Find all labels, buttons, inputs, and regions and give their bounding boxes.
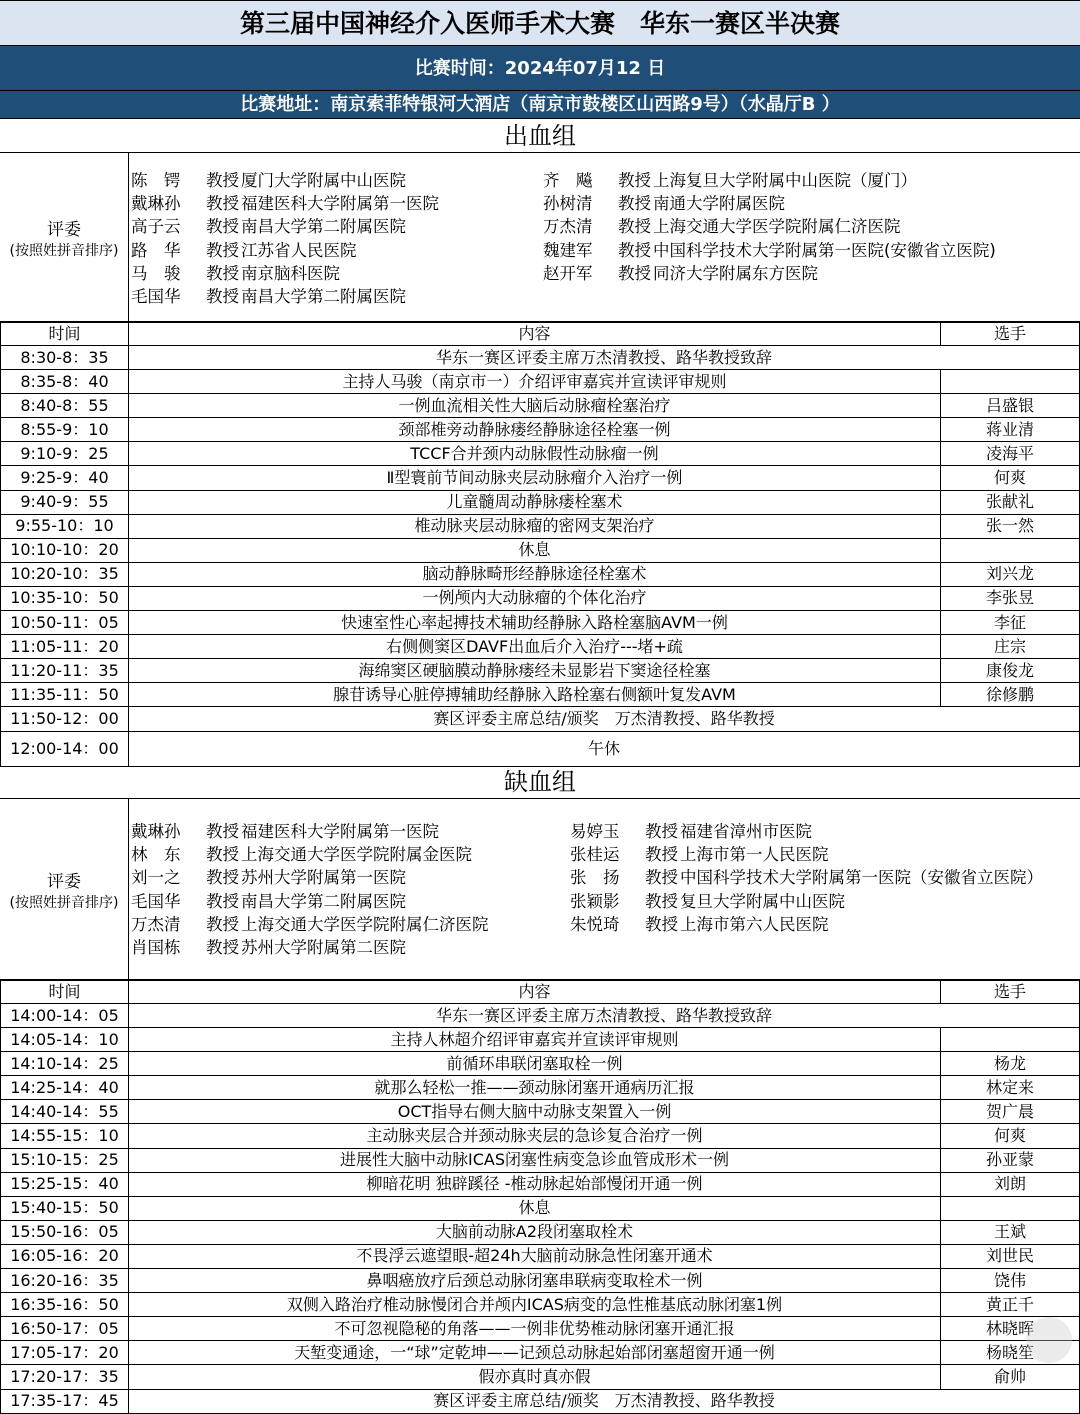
judge-entry bbox=[131, 285, 439, 308]
content-cell: 休息 bbox=[129, 1196, 941, 1220]
table-row bbox=[1, 1389, 1080, 1413]
watermark-icon bbox=[1026, 1317, 1072, 1363]
judge-name: 齐 飚 bbox=[543, 171, 593, 190]
ischemia-judges bbox=[0, 799, 1080, 980]
content-cell: TCCF合并颈内动脉假性动脉瘤一例 bbox=[129, 442, 941, 466]
judge-name: 林 东 bbox=[131, 845, 181, 865]
player-cell: 杨龙 bbox=[941, 1052, 1080, 1076]
judge-hospital: 南昌大学第二附属医院 bbox=[241, 286, 406, 306]
time-cell: 8:30-8：35 bbox=[1, 346, 129, 370]
table-row bbox=[1, 635, 1080, 659]
table-row bbox=[1, 442, 1080, 466]
judge-name: 毛国华 bbox=[131, 891, 181, 911]
hemorrhage-schedule-table bbox=[0, 322, 1080, 767]
table-row bbox=[1, 1196, 1080, 1220]
table-row bbox=[1, 586, 1080, 610]
judge-name: 朱悦琦 bbox=[570, 914, 620, 934]
judge-hospital: 中国科学技术大学附属第一医院（安徽省立医院） bbox=[680, 868, 1043, 888]
judge-hospital: 南京脑科医院 bbox=[241, 263, 340, 283]
time-cell: 14:10-14：25 bbox=[1, 1052, 129, 1076]
time-cell: 9:10-9：25 bbox=[1, 442, 129, 466]
judge-title: 教授 bbox=[645, 822, 678, 841]
time-cell: 16:20-16：35 bbox=[1, 1269, 129, 1293]
table-row bbox=[1, 1076, 1080, 1100]
table-row bbox=[1, 346, 1080, 370]
table-row bbox=[1, 538, 1080, 562]
judge-title: 教授 bbox=[645, 845, 678, 865]
judge-entry bbox=[570, 890, 1043, 913]
judge-entry bbox=[131, 262, 439, 285]
judge-hospital: 南通大学附属医院 bbox=[653, 194, 785, 214]
player-cell: 李征 bbox=[941, 611, 1080, 635]
judge-entry bbox=[131, 215, 439, 238]
player-cell: 孙亚蒙 bbox=[941, 1148, 1080, 1172]
table-row bbox=[1, 683, 1080, 707]
content-cell: 天堑变通途，一“球”定乾坤——记颈总动脉起始部闭塞超窗开通一例 bbox=[129, 1341, 941, 1365]
ischemia-group-title: 缺血组 bbox=[0, 765, 1080, 799]
player-cell: 张一然 bbox=[941, 514, 1080, 538]
judge-title: 教授 bbox=[206, 937, 239, 957]
judge-name: 赵开军 bbox=[543, 263, 593, 283]
table-row bbox=[1, 418, 1080, 442]
time-cell: 8:40-8：55 bbox=[1, 394, 129, 418]
time-cell: 8:35-8：40 bbox=[1, 370, 129, 394]
judge-entry bbox=[131, 169, 439, 192]
time-cell: 14:55-15：10 bbox=[1, 1124, 129, 1148]
judge-name: 万杰清 bbox=[131, 914, 181, 934]
player-cell bbox=[941, 538, 1080, 562]
column-header-player: 选手 bbox=[941, 981, 1080, 1004]
player-cell: 杨晓笙 bbox=[941, 1341, 1080, 1365]
column-header-player: 选手 bbox=[941, 323, 1080, 346]
content-cell: 不畏浮云遮望眼-超24h大脑前动脉急性闭塞开通术 bbox=[129, 1244, 941, 1268]
time-cell: 14:00-14：05 bbox=[1, 1004, 129, 1028]
table-row bbox=[1, 1028, 1080, 1052]
judge-entry bbox=[570, 913, 1043, 936]
content-cell: 华东一赛区评委主席万杰清教授、路华教授致辞 bbox=[129, 1004, 1080, 1028]
judge-entry bbox=[570, 866, 1043, 889]
table-row bbox=[1, 466, 1080, 490]
judge-title: 教授 bbox=[206, 845, 239, 865]
time-cell: 14:25-14：40 bbox=[1, 1076, 129, 1100]
judge-title: 教授 bbox=[645, 891, 678, 911]
table-row bbox=[1, 394, 1080, 418]
judge-column-left bbox=[131, 169, 439, 308]
player-cell: 刘兴龙 bbox=[941, 562, 1080, 586]
time-cell: 9:25-9：40 bbox=[1, 466, 129, 490]
judge-title: 教授 bbox=[206, 217, 239, 237]
judge-name: 肖国栋 bbox=[131, 937, 181, 957]
player-cell: 黄正千 bbox=[941, 1293, 1080, 1317]
content-cell: 柳暗花明 独辟蹊径 -椎动脉起始部慢闭开通一例 bbox=[129, 1172, 941, 1196]
judge-label-note: (按照姓拼音排序) bbox=[9, 242, 119, 259]
judge-label bbox=[0, 153, 129, 321]
content-cell: 主动脉夹层合并颈动脉夹层的急诊复合治疗一例 bbox=[129, 1124, 941, 1148]
content-cell: 颈部椎旁动静脉瘘经静脉途径栓塞一例 bbox=[129, 418, 941, 442]
judge-name: 毛国华 bbox=[131, 286, 181, 306]
judge-entry bbox=[543, 239, 996, 262]
hemorrhage-judges bbox=[0, 153, 1080, 322]
judge-hospital: 苏州大学附属第一医院 bbox=[241, 868, 406, 888]
content-cell: 午休 bbox=[129, 731, 1080, 766]
judge-title: 教授 bbox=[618, 171, 651, 190]
judge-name: 万杰清 bbox=[543, 217, 593, 237]
time-cell: 16:05-16：20 bbox=[1, 1244, 129, 1268]
player-cell bbox=[941, 1196, 1080, 1220]
judge-hospital: 上海市第六人民医院 bbox=[680, 914, 829, 934]
time-cell: 17:35-17：45 bbox=[1, 1389, 129, 1413]
table-row bbox=[1, 1317, 1080, 1341]
judge-title: 教授 bbox=[618, 263, 651, 283]
player-cell bbox=[941, 370, 1080, 394]
table-header-row bbox=[1, 323, 1080, 346]
judge-entry bbox=[131, 820, 489, 843]
column-header-time: 时间 bbox=[1, 981, 129, 1004]
judge-hospital: 苏州大学附属第二医院 bbox=[241, 937, 406, 957]
content-cell: 椎动脉夹层动脉瘤的密网支架治疗 bbox=[129, 514, 941, 538]
page-title: 第三届中国神经介入医师手术大赛 华东一赛区半决赛 bbox=[0, 0, 1080, 46]
judge-hospital: 南昌大学第二附属医院 bbox=[241, 891, 406, 911]
content-cell: 主持人马骏（南京市一）介绍评审嘉宾并宣读评审规则 bbox=[129, 370, 941, 394]
judge-title: 教授 bbox=[206, 240, 239, 260]
player-cell: 张献礼 bbox=[941, 490, 1080, 514]
content-cell: 假亦真时真亦假 bbox=[129, 1365, 941, 1389]
judge-column-right bbox=[570, 820, 1043, 936]
content-cell: 右侧侧窦区DAVF出血后介入治疗---堵+疏 bbox=[129, 635, 941, 659]
player-cell: 俞帅 bbox=[941, 1365, 1080, 1389]
time-cell: 11:35-11：50 bbox=[1, 683, 129, 707]
judge-entry bbox=[131, 843, 489, 866]
judge-hospital: 复旦大学附属中山医院 bbox=[680, 891, 845, 911]
time-cell: 11:05-11：20 bbox=[1, 635, 129, 659]
content-cell: 赛区评委主席总结/颁奖 万杰清教授、路华教授 bbox=[129, 707, 1080, 731]
time-cell: 15:10-15：25 bbox=[1, 1148, 129, 1172]
table-row bbox=[1, 1341, 1080, 1365]
judge-column-right bbox=[543, 169, 996, 285]
judge-title: 教授 bbox=[618, 240, 651, 260]
judge-title: 教授 bbox=[206, 914, 239, 934]
judge-name: 易婷玉 bbox=[570, 822, 620, 841]
player-cell: 李张昱 bbox=[941, 586, 1080, 610]
judge-name: 魏建军 bbox=[543, 240, 593, 260]
judge-name: 戴琳孙 bbox=[131, 194, 181, 214]
time-cell: 15:50-16：05 bbox=[1, 1220, 129, 1244]
judge-entry bbox=[131, 936, 489, 959]
judge-hospital: 中国科学技术大学附属第一医院(安徽省立医院) bbox=[653, 240, 996, 260]
judge-title: 教授 bbox=[206, 263, 239, 283]
table-row bbox=[1, 707, 1080, 731]
competition-address: 比赛地址：南京索菲特银河大酒店（南京市鼓楼区山西路9号）（水晶厅B ） bbox=[0, 91, 1080, 119]
time-cell: 16:35-16：50 bbox=[1, 1293, 129, 1317]
judge-title: 教授 bbox=[206, 891, 239, 911]
table-row bbox=[1, 370, 1080, 394]
player-cell: 刘朗 bbox=[941, 1172, 1080, 1196]
judge-title: 教授 bbox=[206, 822, 239, 841]
judge-entry bbox=[543, 192, 996, 215]
time-cell: 11:50-12：00 bbox=[1, 707, 129, 731]
player-cell: 何爽 bbox=[941, 466, 1080, 490]
time-cell: 14:05-14：10 bbox=[1, 1028, 129, 1052]
judge-name: 张桂运 bbox=[570, 845, 620, 865]
player-cell: 饶伟 bbox=[941, 1269, 1080, 1293]
content-cell: 儿童髓周动静脉瘘栓塞术 bbox=[129, 490, 941, 514]
time-cell: 10:50-11：05 bbox=[1, 611, 129, 635]
column-header-time: 时间 bbox=[1, 323, 129, 346]
table-row bbox=[1, 1148, 1080, 1172]
player-cell bbox=[941, 1028, 1080, 1052]
player-cell: 贺广晨 bbox=[941, 1100, 1080, 1124]
table-row bbox=[1, 1124, 1080, 1148]
ischemia-schedule-table bbox=[0, 980, 1080, 1414]
judge-name: 张 扬 bbox=[570, 868, 620, 888]
time-cell: 11:20-11：35 bbox=[1, 659, 129, 683]
judge-label bbox=[0, 799, 129, 979]
time-cell: 15:40-15：50 bbox=[1, 1196, 129, 1220]
judge-name: 高子云 bbox=[131, 217, 181, 237]
table-row bbox=[1, 1365, 1080, 1389]
content-cell: 休息 bbox=[129, 538, 941, 562]
player-cell: 蒋业清 bbox=[941, 418, 1080, 442]
judge-hospital: 厦门大学附属中山医院 bbox=[241, 171, 406, 190]
judge-name: 陈 锷 bbox=[131, 171, 181, 190]
time-cell: 17:20-17：35 bbox=[1, 1365, 129, 1389]
judge-entry bbox=[543, 262, 996, 285]
judge-name: 马 骏 bbox=[131, 263, 181, 283]
judge-title: 教授 bbox=[206, 194, 239, 214]
table-row bbox=[1, 1220, 1080, 1244]
judge-column-left bbox=[131, 820, 489, 959]
player-cell: 凌海平 bbox=[941, 442, 1080, 466]
time-cell: 10:10-10：20 bbox=[1, 538, 129, 562]
judge-hospital: 上海交通大学医学院附属仁济医院 bbox=[241, 914, 489, 934]
player-cell: 刘世民 bbox=[941, 1244, 1080, 1268]
hemorrhage-group-title: 出血组 bbox=[0, 119, 1080, 153]
judge-entry bbox=[570, 843, 1043, 866]
judge-name: 戴琳孙 bbox=[131, 822, 181, 841]
judge-entry bbox=[131, 239, 439, 262]
table-row bbox=[1, 1052, 1080, 1076]
table-row bbox=[1, 1293, 1080, 1317]
judge-label-title: 评委 bbox=[47, 219, 81, 240]
judge-title: 教授 bbox=[206, 286, 239, 306]
player-cell: 何爽 bbox=[941, 1124, 1080, 1148]
table-row bbox=[1, 1172, 1080, 1196]
judge-name: 刘一之 bbox=[131, 868, 181, 888]
time-cell: 9:40-9：55 bbox=[1, 490, 129, 514]
judge-label-note: (按照姓拼音排序) bbox=[9, 894, 119, 911]
content-cell: 鼻咽癌放疗后颈总动脉闭塞串联病变取栓术一例 bbox=[129, 1269, 941, 1293]
table-row bbox=[1, 1004, 1080, 1028]
column-header-content: 内容 bbox=[129, 981, 941, 1004]
time-cell: 14:40-14：55 bbox=[1, 1100, 129, 1124]
time-cell: 8:55-9：10 bbox=[1, 418, 129, 442]
judge-hospital: 上海复旦大学附属中山医院（厦门） bbox=[653, 171, 917, 190]
judge-title: 教授 bbox=[618, 194, 651, 214]
content-cell: 华东一赛区评委主席万杰清教授、路华教授致辞 bbox=[129, 346, 1080, 370]
table-row bbox=[1, 562, 1080, 586]
player-cell: 王斌 bbox=[941, 1220, 1080, 1244]
content-cell: 大脑前动脉A2段闭塞取栓术 bbox=[129, 1220, 941, 1244]
content-cell: 赛区评委主席总结/颁奖 万杰清教授、路华教授 bbox=[129, 1389, 1080, 1413]
judge-hospital: 上海交通大学医学院附属仁济医院 bbox=[653, 217, 901, 237]
table-row bbox=[1, 1100, 1080, 1124]
judge-title: 教授 bbox=[645, 868, 678, 888]
player-cell: 吕盛银 bbox=[941, 394, 1080, 418]
judge-hospital: 福建省漳州市医院 bbox=[680, 822, 812, 841]
table-row bbox=[1, 659, 1080, 683]
judge-hospital: 上海交通大学医学院附属金医院 bbox=[241, 845, 472, 865]
judge-entry bbox=[543, 169, 996, 192]
judge-entry bbox=[131, 890, 489, 913]
table-row bbox=[1, 490, 1080, 514]
judge-entry bbox=[570, 820, 1043, 843]
table-header-row bbox=[1, 981, 1080, 1004]
content-cell: 脑动静脉畸形经静脉途径栓塞术 bbox=[129, 562, 941, 586]
content-cell: 前循环串联闭塞取栓一例 bbox=[129, 1052, 941, 1076]
time-cell: 16:50-17：05 bbox=[1, 1317, 129, 1341]
time-cell: 12:00-14：00 bbox=[1, 731, 129, 766]
time-cell: 9:55-10：10 bbox=[1, 514, 129, 538]
judge-hospital: 同济大学附属东方医院 bbox=[653, 263, 818, 283]
content-cell: Ⅱ型寰前节间动脉夹层动脉瘤介入治疗一例 bbox=[129, 466, 941, 490]
judge-label-title: 评委 bbox=[47, 871, 81, 892]
content-cell: OCT指导右侧大脑中动脉支架置入一例 bbox=[129, 1100, 941, 1124]
player-cell: 徐修鹏 bbox=[941, 683, 1080, 707]
time-cell: 10:35-10：50 bbox=[1, 586, 129, 610]
judge-name: 路 华 bbox=[131, 240, 181, 260]
judge-title: 教授 bbox=[618, 217, 651, 237]
content-cell: 快速室性心率起搏技术辅助经静脉入路栓塞脑AVM一例 bbox=[129, 611, 941, 635]
lunch-row bbox=[1, 731, 1080, 766]
judge-hospital: 上海市第一人民医院 bbox=[680, 845, 829, 865]
judge-name: 张颖影 bbox=[570, 891, 620, 911]
competition-time: 比赛时间：2024年07月12 日 bbox=[0, 46, 1080, 91]
time-cell: 10:20-10：35 bbox=[1, 562, 129, 586]
player-cell: 林晓晖 bbox=[941, 1317, 1080, 1341]
player-cell: 康俊龙 bbox=[941, 659, 1080, 683]
content-cell: 一例血流相关性大脑后动脉瘤栓塞治疗 bbox=[129, 394, 941, 418]
column-header-content: 内容 bbox=[129, 323, 941, 346]
time-cell: 17:05-17：20 bbox=[1, 1341, 129, 1365]
content-cell: 不可忽视隐秘的角落——一例非优势椎动脉闭塞开通汇报 bbox=[129, 1317, 941, 1341]
content-cell: 腺苷诱导心脏停搏辅助经静脉入路栓塞右侧额叶复发AVM bbox=[129, 683, 941, 707]
judge-hospital: 福建医科大学附属第一医院 bbox=[241, 194, 439, 214]
judge-title: 教授 bbox=[206, 868, 239, 888]
judge-entry bbox=[131, 192, 439, 215]
content-cell: 一例颅内大动脉瘤的个体化治疗 bbox=[129, 586, 941, 610]
table-row bbox=[1, 1244, 1080, 1268]
judge-entry bbox=[543, 215, 996, 238]
player-cell: 庄宗 bbox=[941, 635, 1080, 659]
table-row bbox=[1, 611, 1080, 635]
judge-entry bbox=[131, 913, 489, 936]
judge-title: 教授 bbox=[645, 914, 678, 934]
judge-hospital: 江苏省人民医院 bbox=[241, 240, 357, 260]
content-cell: 进展性大脑中动脉ICAS闭塞性病变急诊血管成形术一例 bbox=[129, 1148, 941, 1172]
judge-title: 教授 bbox=[206, 171, 239, 190]
time-cell: 15:25-15：40 bbox=[1, 1172, 129, 1196]
content-cell: 主持人林超介绍评审嘉宾并宣读评审规则 bbox=[129, 1028, 941, 1052]
table-row bbox=[1, 514, 1080, 538]
table-row bbox=[1, 1269, 1080, 1293]
content-cell: 双侧入路治疗椎动脉慢闭合并颅内ICAS病变的急性椎基底动脉闭塞1例 bbox=[129, 1293, 941, 1317]
content-cell: 就那么轻松一推——颈动脉闭塞开通病历汇报 bbox=[129, 1076, 941, 1100]
judge-hospital: 福建医科大学附属第一医院 bbox=[241, 822, 439, 841]
judge-entry bbox=[131, 866, 489, 889]
player-cell: 林定来 bbox=[941, 1076, 1080, 1100]
judge-name: 孙树清 bbox=[543, 194, 593, 214]
content-cell: 海绵窦区硬脑膜动静脉瘘经未显影岩下窦途径栓塞 bbox=[129, 659, 941, 683]
judge-hospital: 南昌大学第二附属医院 bbox=[241, 217, 406, 237]
